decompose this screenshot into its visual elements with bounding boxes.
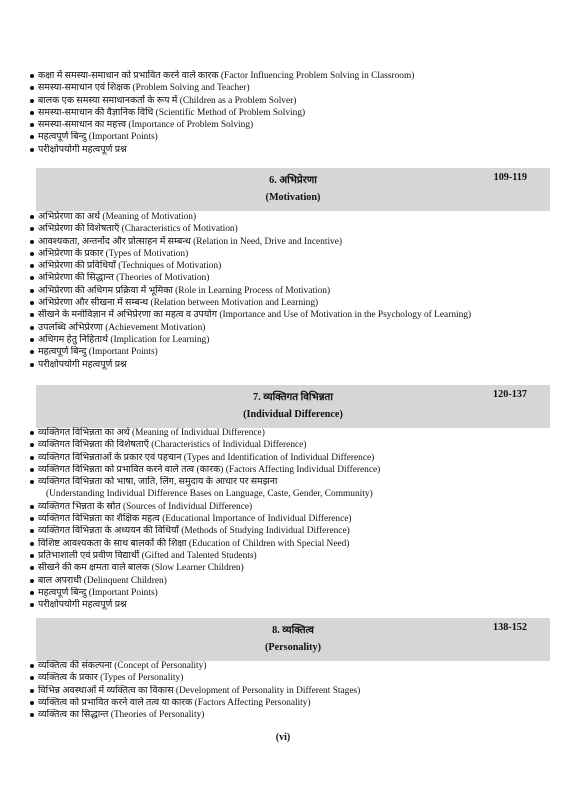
list-item: महत्वपूर्ण बिन्दु (Important Points) <box>0 587 566 599</box>
list-item: अभिप्रेरणा की अधिगम प्रक्रिया में भूमिका (Role in Learning Process of Motivation) <box>0 285 566 297</box>
list-item: व्यक्तिगत विभिन्नता के अध्ययन की विधियाँ (Methods of Studying Individual Difference) <box>0 525 566 537</box>
list-item: अभिप्रेरणा की प्रविधियाँ (Techniques of Motivation) <box>0 260 566 272</box>
bullet-icon <box>30 74 34 78</box>
list-item: आवश्यकता, अन्तर्नोद और प्रोत्साहन में सम्बन्ध (Relation in Need, Drive and Incentive) <box>0 236 566 248</box>
chapter-header-6 <box>36 168 550 211</box>
list-item: समस्या-समाधान की वैज्ञानिक विधि (Scientific Method of Problem Solving) <box>0 107 566 119</box>
list-item: सीखने की कम क्षमता वाले बालक (Slow Learner Children) <box>0 562 566 574</box>
bullet-icon <box>30 443 34 447</box>
bullet-icon <box>30 480 34 484</box>
bullet-icon <box>30 338 34 342</box>
list-item: परीक्षोपयोगी महत्वपूर्ण प्रश्न <box>0 144 566 156</box>
chapter-page-range: 109-119 <box>493 172 527 183</box>
bullet-icon <box>30 148 34 152</box>
list-item: अभिप्रेरणा की विशेषताएँ (Characteristics of Motivation) <box>0 223 566 235</box>
list-item: परीक्षोपयोगी महत्वपूर्ण प्रश्न <box>0 359 566 371</box>
list-item: व्यक्तित्व का सिद्धान्त (Theories of Personality) <box>0 709 566 721</box>
chapter-title: 6. अभिप्रेरणा <box>269 175 317 186</box>
bullet-icon <box>30 505 34 509</box>
list-item: व्यक्तिगत विभिन्नता का शैक्षिक महत्व (Educational Importance of Individual Difference) <box>0 513 566 525</box>
list-item: समस्या-समाधान का महत्त्व (Importance of Problem Solving) <box>0 119 566 131</box>
list-item: उपलब्धि अभिप्रेरणा (Achievement Motivation) <box>0 322 566 334</box>
bullet-icon <box>30 111 34 115</box>
bullet-icon <box>30 99 34 103</box>
chapter-title: 8. व्यक्तित्व <box>272 625 314 636</box>
list-item: अभिप्रेरणा और सीखना में सम्बन्ध (Relation between Motivation and Learning) <box>0 297 566 309</box>
bullet-icon <box>30 529 34 533</box>
list-item: व्यक्तिगत विभिन्नता को प्रभावित करने वाले तत्व (कारक) (Factors Affecting Individual Difference) <box>0 464 566 476</box>
list-item: व्यक्तिगत विभिन्नताओं के प्रकार एवं पहचान (Types and Identification of Individual Difference) <box>0 452 566 464</box>
list-item: विशिष्ट आवश्यकता के साथ बालकों की शिक्षा (Education of Children with Special Need) <box>0 538 566 550</box>
chapter-subtitle: (Personality) <box>264 642 322 653</box>
bullet-icon <box>30 301 34 305</box>
list-item: बालक एक समस्या समाधानकर्ता के रूप में (Children as a Problem Solver) <box>0 95 566 107</box>
list-item: व्यक्तित्व की संकल्पना (Concept of Personality) <box>0 660 566 672</box>
bullet-icon <box>30 591 34 595</box>
bullet-icon <box>30 689 34 693</box>
chapter-7-topic-list <box>0 427 566 611</box>
chapter-8-topic-list <box>0 660 566 721</box>
list-item: महत्वपूर्ण बिन्दु (Important Points) <box>0 346 566 358</box>
list-item: प्रतिभाशाली एवं प्रवीण विद्यार्थी (Gifted and Talented Students) <box>0 550 566 562</box>
bullet-icon <box>30 566 34 570</box>
bullet-icon <box>30 264 34 268</box>
bullet-icon <box>30 86 34 90</box>
bullet-icon <box>30 252 34 256</box>
bullet-icon <box>30 676 34 680</box>
list-item: व्यक्तिगत विभिन्नता का अर्थ (Meaning of Individual Difference) <box>0 427 566 439</box>
list-item: अभिप्रेरणा के प्रकार (Types of Motivation) <box>0 248 566 260</box>
bullet-icon <box>30 554 34 558</box>
list-item: व्यक्तिगत विभिन्नता की विशेषताएँ (Characteristics of Individual Difference) <box>0 439 566 451</box>
list-item: समस्या-समाधान एवं शिक्षक (Problem Solving and Teacher) <box>0 82 566 94</box>
bullet-icon <box>30 276 34 280</box>
chapter-page-range: 120-137 <box>493 389 527 400</box>
bullet-icon <box>30 517 34 521</box>
top-topic-list <box>0 70 566 156</box>
list-item: अधिगम हेतु निहितार्थ (Implication for Learning) <box>0 334 566 346</box>
bullet-icon <box>30 456 34 460</box>
list-item: व्यक्तित्व के प्रकार (Types of Personality) <box>0 672 566 684</box>
bullet-icon <box>30 542 34 546</box>
list-item: अभिप्रेरणा का अर्थ (Meaning of Motivation) <box>0 211 566 223</box>
bullet-icon <box>30 135 34 139</box>
list-item: सीखने के मनोविज्ञान में अभिप्रेरणा का महत्व व उपयोग (Importance and Use of Motivation in the Psychology of Learning) <box>0 309 566 321</box>
bullet-icon <box>30 468 34 472</box>
list-item: अभिप्रेरणा की सिद्धान्त (Theories of Motivation) <box>0 272 566 284</box>
chapter-subtitle: (Motivation) <box>265 192 321 203</box>
bullet-icon <box>30 123 34 127</box>
bullet-icon <box>30 664 34 668</box>
bullet-icon <box>30 227 34 231</box>
list-item: व्यक्तित्व को प्रभावित करने वाले तत्व या कारक (Factors Affecting Personality) <box>0 697 566 709</box>
bullet-icon <box>30 326 34 330</box>
bullet-icon <box>30 579 34 583</box>
bullet-icon <box>30 289 34 293</box>
bullet-icon <box>30 713 34 717</box>
list-item: बाल अपराधी (Delinquent Children) <box>0 575 566 587</box>
page-number: (vi) <box>275 732 291 743</box>
chapter-subtitle: (Individual Difference) <box>243 409 343 420</box>
chapter-title: 7. व्यक्तिगत विभिन्नता <box>253 392 333 403</box>
bullet-icon <box>30 431 34 435</box>
bullet-icon <box>30 603 34 607</box>
list-item-continuation: (Understanding Individual Difference Bases on Language, Caste, Gender, Community) <box>46 489 373 500</box>
bullet-icon <box>30 363 34 367</box>
bullet-icon <box>30 240 34 244</box>
chapter-header-8 <box>36 618 550 661</box>
chapter-header-7 <box>36 385 550 428</box>
list-item: व्यक्तिगत विभिन्नता को भाषा, जाति, लिंग, समुदाय के आधार पर समझना <box>0 476 566 488</box>
bullet-icon <box>30 313 34 317</box>
bullet-icon <box>30 701 34 705</box>
chapter-page-range: 138-152 <box>493 622 527 633</box>
list-item: परीक्षोपयोगी महत्वपूर्ण प्रश्न <box>0 599 566 611</box>
list-item: महत्वपूर्ण बिन्दु (Important Points) <box>0 131 566 143</box>
list-item: कक्षा में समस्या-समाधान को प्रभावित करने वाले कारक (Factor Influencing Problem Solving in Classroom) <box>0 70 566 82</box>
bullet-icon <box>30 350 34 354</box>
chapter-6-topic-list <box>0 211 566 371</box>
bullet-icon <box>30 215 34 219</box>
list-item: विभिन्न अवस्थाओं में व्यक्तित्व का विकास (Development of Personality in Different Stages) <box>0 685 566 697</box>
list-item: व्यक्तिगत भिन्नता के स्रोत (Sources of Individual Difference) <box>0 501 566 513</box>
